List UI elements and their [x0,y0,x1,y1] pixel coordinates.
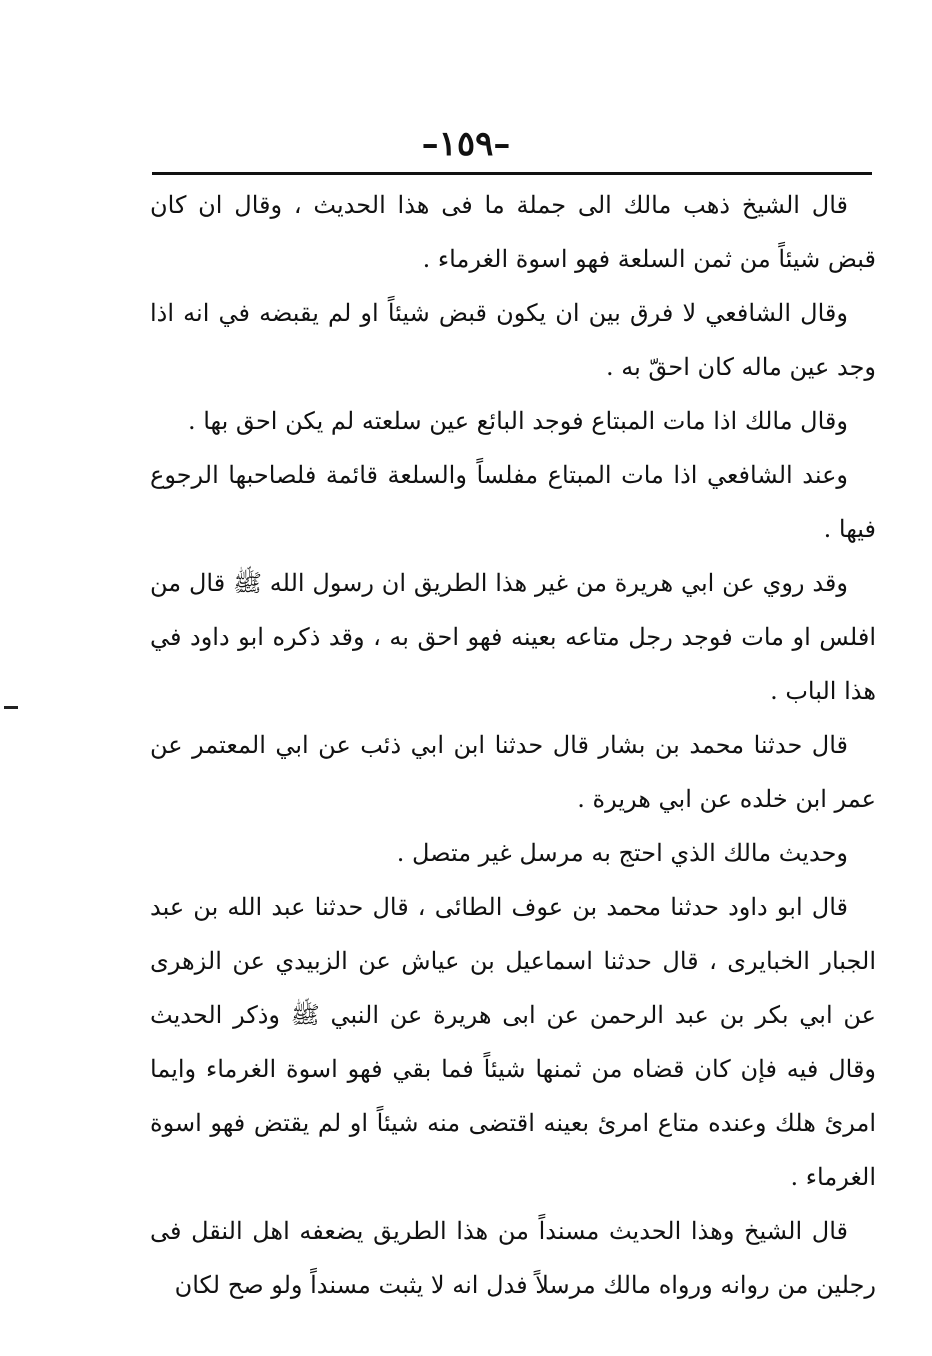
paragraph-4: وعند الشافعي اذا مات المبتاع مفلساً والسلعة قائمة فلصاحبها الرجوع فيها . [150,461,876,543]
paragraph-6: قال حدثنا محمد بن بشار قال حدثنا ابن ابي ذئب عن ابي المعتمر عن عمر ابن خلده عن ابي هريرة . [150,731,876,813]
paragraph-2: وقال الشافعي لا فرق بين ان يكون قبض شيئاً او لم يقبضه في انه اذا وجد عين ماله كان احقّ به . [150,299,876,381]
page-body [150,178,876,1312]
page-number: –١٥٩– [421,124,511,164]
header-rule [152,172,872,175]
paragraph-1: قال الشيخ ذهب مالك الى جملة ما فى هذا الحديث ، وقال ان كان قبض شيئاً من ثمن السلعة فهو اسوة الغرماء . [150,191,876,273]
paragraph-9: قال الشيخ وهذا الحديث مسنداً من هذا الطريق يضعفه اهل النقل فى رجلين من روانه ورواه مالك مرسلاً فدل انه لا يثبت مسنداً ولو صح لكان [150,1217,876,1299]
margin-mark [4,706,18,709]
paragraph-7: وحديث مالك الذي احتج به مرسل غير متصل . [396,839,848,867]
paragraph-3: وقال مالك اذا مات المبتاع فوجد البائع عين سلعته لم يكن احق بها . [187,407,848,435]
paragraph-5: وقد روي عن ابي هريرة من غير هذا الطريق ان رسول الله ﷺ قال من افلس او مات فوجد رجل متاعه بعينه فهو احق به ، وقد ذكره ابو داود في هذا الباب . [150,569,876,705]
paragraph-8: قال ابو داود حدثنا محمد بن عوف الطائى ، قال حدثنا عبد الله بن عبد الجبار الخبايرى ، قال حدثنا اسماعيل بن عياش عن الزبيدي عن الزهرى عن ابي بكر بن عبد الرحمن عن ابى هريرة عن النبي ﷺ وذكر الحديث وقال فيه فإن كان قضاه من ثمنها شيئاً فما بقي فهو اسوة الغرماء وايما امرئ هلك وعنده متاع امرئ بعينه اقتضى منه شيئاً او لم يقتض فهو اسوة الغرماء . [150,893,876,1191]
